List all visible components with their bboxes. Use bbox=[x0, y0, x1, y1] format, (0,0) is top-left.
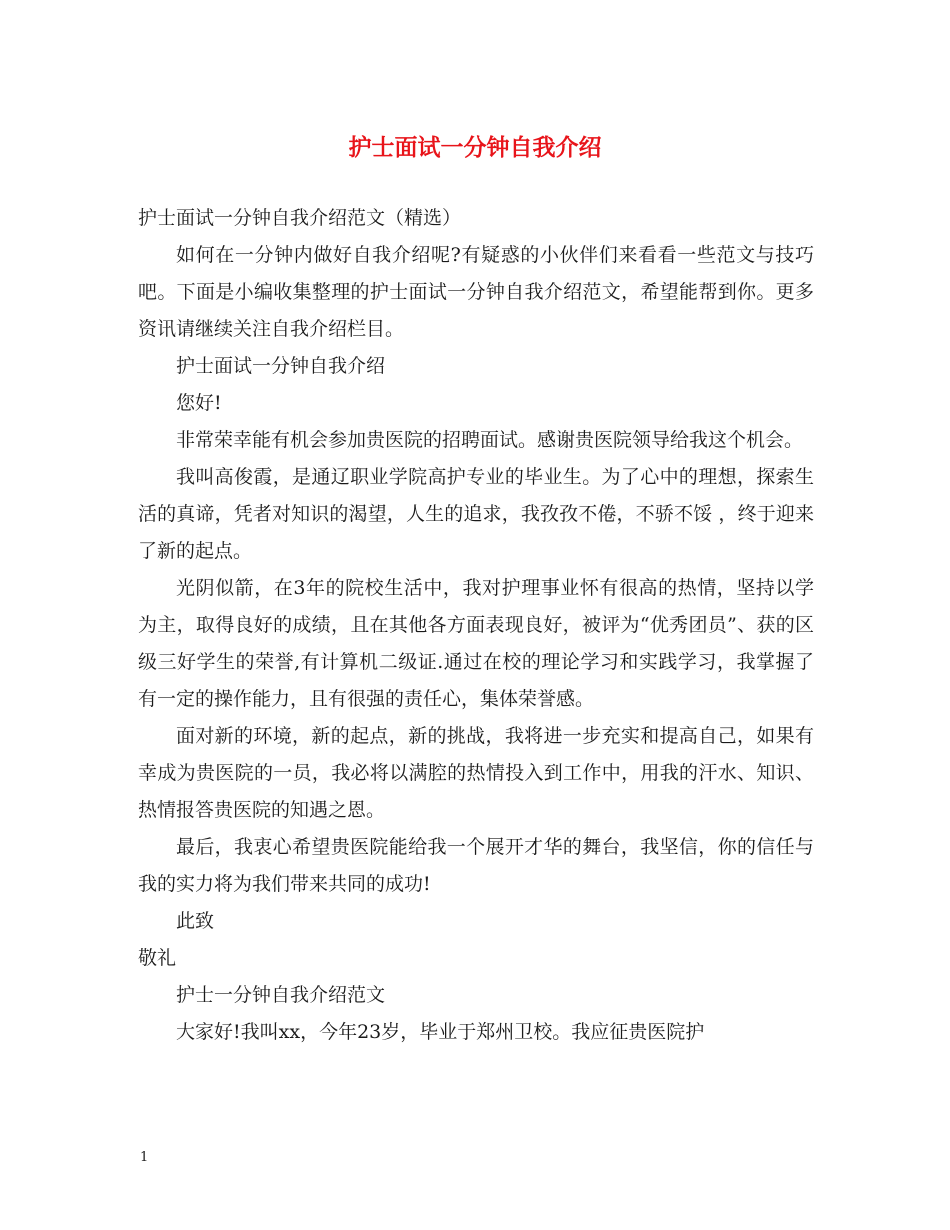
paragraph: 如何在一分钟内做好自我介绍呢?有疑惑的小伙伴们来看看一些范文与技巧吧。下面是小编收集整理的护士面试一分钟自我介绍范文，希望能帮到你。更多资讯请继续关注自我介绍栏目。 bbox=[138, 244, 814, 340]
page-number: 1 bbox=[140, 1150, 149, 1165]
paragraph: 护士一分钟自我介绍范文 bbox=[176, 984, 386, 1006]
document-body bbox=[138, 200, 814, 1051]
paragraph: 非常荣幸能有机会参加贵医院的招聘面试。感谢贵医院领导给我这个机会。 bbox=[176, 429, 804, 451]
paragraph: 护士面试一分钟自我介绍 bbox=[176, 355, 386, 377]
paragraph: 光阴似箭，在3年的院校生活中，我对护理事业怀有很高的热情，坚持以学为主，取得良好的成绩，且在其他各方面表现良好，被评为“优秀团员”、获的区级三好学生的荣誉,有计算机二级证.通过在校的理论学习和实践学习，我掌握了有一定的操作能力，且有很强的责任心，集体荣誉感。 bbox=[138, 577, 814, 710]
paragraph: 大家好!我叫xx，今年23岁，毕业于郑州卫校。我应征贵医院护 bbox=[176, 1021, 705, 1043]
paragraph: 我叫高俊霞，是通辽职业学院高护专业的毕业生。为了心中的理想，探索生活的真谛，凭者对知识的渴望，人生的追求，我孜孜不倦，不骄不馁 ，终于迎来了新的起点。 bbox=[138, 466, 814, 562]
paragraph: 面对新的环境，新的起点，新的挑战，我将进一步充实和提高自己，如果有幸成为贵医院的一员，我必将以满腔的热情投入到工作中，用我的汗水、知识、热情报答贵医院的知遇之恩。 bbox=[138, 725, 814, 821]
paragraph: 此致 bbox=[176, 910, 215, 932]
document-title: 护士面试一分钟自我介绍 bbox=[348, 135, 602, 161]
paragraph: 您好! bbox=[176, 392, 222, 414]
paragraph: 敬礼 bbox=[138, 947, 177, 969]
paragraph: 护士面试一分钟自我介绍范文（精选） bbox=[138, 207, 462, 229]
paragraph: 最后，我衷心希望贵医院能给我一个展开才华的舞台，我坚信，你的信任与我的实力将为我们带来共同的成功! bbox=[138, 836, 814, 895]
